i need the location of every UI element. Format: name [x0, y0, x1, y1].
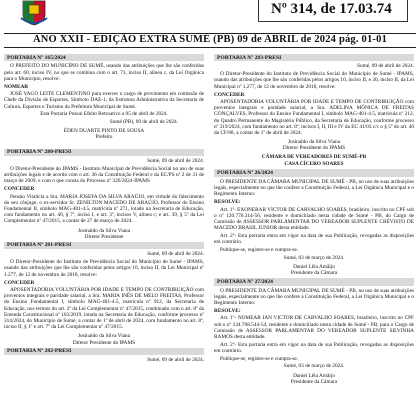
portaria-281-header: PORTARIA Nº 281-PRESI: [4, 242, 204, 249]
portaria-27-signature: [214, 373, 414, 385]
portaria-26-body: Art. 1º- EXONERAR VICTOR DE CARVALHO SOARES, brasileiro, inscrito no CPF sob o nº 120.776.314-56, residente e domiciliado nesta cidade de Sumé - PB, do Cargo de Comissão de ASSESSOR PARLAMENTAR DO VEREADOR SUPLENTE CRÉVISTO DE MACEDO BRASIL JUNIOR desta entidade.: [214, 206, 414, 232]
portaria-281-text: O Diretor-Presidente do Instituto de Previdência Social do Município de Sumé - IPAMS, usando das atribuições que lhe são conferidas pelos artigos 10, inciso II, da Lei Municipal nº 1.277, de 12 de novembro de 2018, resolve:: [4, 259, 204, 278]
portaria-165-date: Sumé (PB), 09 de abril de 2024.: [109, 119, 178, 126]
portaria-165-action: NOMEAR: [4, 84, 29, 91]
portaria-280-date: Sumé, 09 de abril de 2024.: [147, 158, 204, 165]
portaria-27-article-2: Art. 2º- Esta portaria entra em vigor na data de sua Publicação, revogadas as disposições em contrário.: [214, 341, 414, 354]
portaria-26-date: Sumé, 03 de março de 2024.: [283, 254, 345, 261]
signer-name: Josinaldo da Silva Viana: [77, 333, 131, 340]
signer-role: Presidente da Câmara: [290, 270, 338, 276]
left-column: [4, 52, 204, 365]
portaria-281-signature: [4, 333, 204, 345]
portaria-26-signature: [214, 264, 414, 276]
portaria-280-action: CONCEDER: [4, 186, 35, 193]
signer-name: Josinaldo da Silva Viana: [77, 227, 131, 234]
signer-name: Daniel Lêla Amâijo: [293, 263, 335, 270]
portaria-27-action: RESOLVE:: [214, 308, 241, 315]
portaria-280-signature: [4, 228, 204, 240]
portaria-282-date: Sumé, 09 de abril de 2024.: [147, 357, 204, 364]
signer-role: Diretor Presidente: [84, 233, 124, 240]
camara-subtitle: CASA CÍCERO SOARES: [284, 161, 344, 168]
portaria-283-text: O Diretor-Presidente do Instituto de Previdência Social do Município de Sumé - IPAMS, usando das atribuições que lhe são conferidas pelos artigos 10, inciso II, e 30, inciso II, da Lei Municipal nº 1.277, de 12 de novembro de 2018, resolve:: [214, 71, 414, 90]
portaria-282-header: PORTARIA Nº 282-PRESI: [4, 348, 204, 355]
portaria-281-action: CONCEDER: [4, 279, 35, 286]
portaria-26-publish: Publique-se, registre-se e cumpra-se.: [220, 246, 299, 253]
portaria-165-text: O PREFEITO DO MUNICÍPIO DE SUMÉ, usando das atribuições que lhe são conferidas pelo art. 60, inciso IV, no que se combina com o art. 73, inciso II, alínea c, da Lei Orgânica para o Município, resolve:: [4, 63, 204, 82]
portaria-27-publish: Publique-se, registre-se e cumpra-se.: [220, 355, 299, 362]
signer-role: Prefeito: [95, 134, 113, 141]
portaria-281-date: Sumé, 09 de abril de 2024.: [147, 251, 204, 258]
issue-number: Nº 314, de 17.03.74: [271, 1, 392, 17]
signer-name: Josinaldo da Silva Viana: [287, 139, 341, 146]
camara-title: CÂMARA DE VEREADORES DE SUMÉ-PB: [261, 153, 367, 160]
portaria-283-signature: [214, 139, 414, 151]
portaria-165-effect: Esta Portaria Possui Efeito Retroativo a 05 de abril de 2024.: [40, 111, 168, 118]
portaria-281-body: APOSENTADORIA VOLUNTÁRIA POR IDADE E TEMPO DE CONTRIBUIÇÃO com proventos integrais e paridade salarial, a Sra. MARIA INÊS DE MELO FREITAS, Professor do Ensino Fundamental I, símbolo MAG-401-4.5, matrícula nº 912, da Secretaria de Educação, nos termos do art. 2º da Lei Complementar nº 47/2015, combinado com o art. 8º da Emenda Constitucional nº 103/2019, lotada na Secretaria de Educação, conforme processo nº 314/2024, do Município de Sumé, a contar de 1º de abril de 2024, com fundamento no art. 8º, inciso II, § 1º e art. 7º da Lei Complementar nº 47/2015.: [4, 286, 204, 331]
portaria-165-signature: [4, 128, 204, 140]
portaria-27-header: PORTARIA Nº 27/2024: [214, 278, 414, 285]
portaria-283-body: APOSENTADORIA VOLUNTÁRIA POR IDADE E TEMPO DE CONTRIBUIÇÃO com proventos integrais e paridade salarial, a Sra. ADELINA MÔNICA DE FREITAS GONÇALVES, Professor do Ensino Fundamental I, símbolo MAG-401-4.5, matrícula nº 212, do Quadro Permanente do Magistério Público, da Secretaria de Educação, conforme processo nº 319/2024, com fundamento no art. 8º, incisos I, II, III e IV da EC 41/03 c/c o § 5º do art. 40 da CF/88, a contar de 1º de abril de 2024.: [214, 98, 414, 136]
portaria-165-body: JOSÉ YAGO LEITE CLEMENTINO para exercer o cargo de provimento em comissão de Chefe da Divisão de Esportes, Símbolo DAE-1, da Estrutura Administrativa da Secretaria de Cultura, Esportes e Turismo da Prefeitura Municipal de Sumé.: [4, 91, 204, 110]
portaria-283-action: CONCEDER: [214, 91, 245, 98]
portaria-280-text: O Diretor-Presidente do IPAMS - Instituto Municipal de Previdência Social no uso de suas atribuições legais e de acordo com o art. 36 da Constituição Federal e da EC/PS nº 2 de 31 de março de 2009, e com o que consta do Processo nº 326/2024-IPAMS: [4, 165, 204, 185]
portaria-165-header: PORTARIA Nº 165/2024: [4, 54, 204, 61]
signer-name: ÉDEN DUARTE PINTO DE SOUSA: [63, 128, 145, 135]
edition-bar: ANO XXII - EDIÇÃO EXTRA SUMÉ (PB) 09 de ABRIL de 2024 pág. 01-01: [4, 33, 416, 48]
portaria-280-body: Pensão Vitalícia a Sra. MARIA JOSEFA DA SILVA ARAÚJO, em virtude do falecimento do seu cônjuge, o ex-servidor Sr. ZENILTON MACEDO DE ARAÚJO, Professor do Ensino Fundamental II, símbolo MAG-401-4.5, matrícula nº 271, lotado na Secretaria de Educação, com fundamento no art. 40, § 7º, inciso I, e art. 3º, incisos V, alínea c; e art. 39, § 5º da Lei Complementar nº 47/2015, a contar de 27 de março de 2024.: [4, 193, 204, 225]
signer-role: Diretor Presidente do IPAMS: [72, 339, 136, 346]
portaria-26-header: PORTARIA Nº 26/2024: [214, 169, 414, 176]
signer-role: Presidente da Câmara: [290, 378, 338, 385]
portaria-26-text: O PRESIDENTE DA CÂMARA MUNICIPAL DE SUMÉ - PB, no uso de suas atribuições legais, especialmente no que lhe confere a Constituição Federal, a Lei Orgânica Municipal e o Regimento Interno:: [214, 178, 414, 198]
signer-role: Diretor Presidente do IPAMS: [282, 145, 346, 152]
issue-number-box: [258, 0, 408, 22]
portaria-27-date: Sumé, 03 de março de 2024.: [283, 363, 345, 370]
municipal-emblem-icon: [20, 0, 48, 26]
masthead: [0, 0, 420, 34]
signer-name: Daniel Lêla Amâijo: [293, 372, 335, 379]
portaria-26-action: RESOLVE:: [214, 199, 241, 206]
portaria-283-date: Sumé, 09 de abril de 2024.: [357, 63, 414, 70]
portaria-280-header: PORTARIA Nº 280-PRESI: [4, 149, 204, 156]
portaria-27-text: O PRESIDENTE DA CÂMARA MUNICIPAL DE SUMÉ - PB, no uso de suas atribuições legais, especialmente no que lhe confere a Constituição Federal, a Lei Orgânica Municipal e o Regimento Interno:: [214, 287, 414, 307]
portaria-26-article-2: Art. 2º- Esta portaria entra em vigor na data de sua Publicação, revogadas as disposições em contrário.: [214, 232, 414, 246]
portaria-283-header: PORTARIA Nº 283-PRESI: [214, 54, 414, 61]
portaria-27-body: Art. 1º- NOMEAR IAN VICTOR DE CARVALHO SOARES, brasileiro, inscrito no CPF sob o nº 134.708.544-54, residente e domiciliado nesta cidade de Sumé - PB, para o Cargo de Comissão de ASSESSOR PARLAMENTAR DO VEREADOR SUPLENTE SILVINHA RAMOS desta entidade.: [214, 315, 414, 341]
right-column: [214, 52, 414, 387]
